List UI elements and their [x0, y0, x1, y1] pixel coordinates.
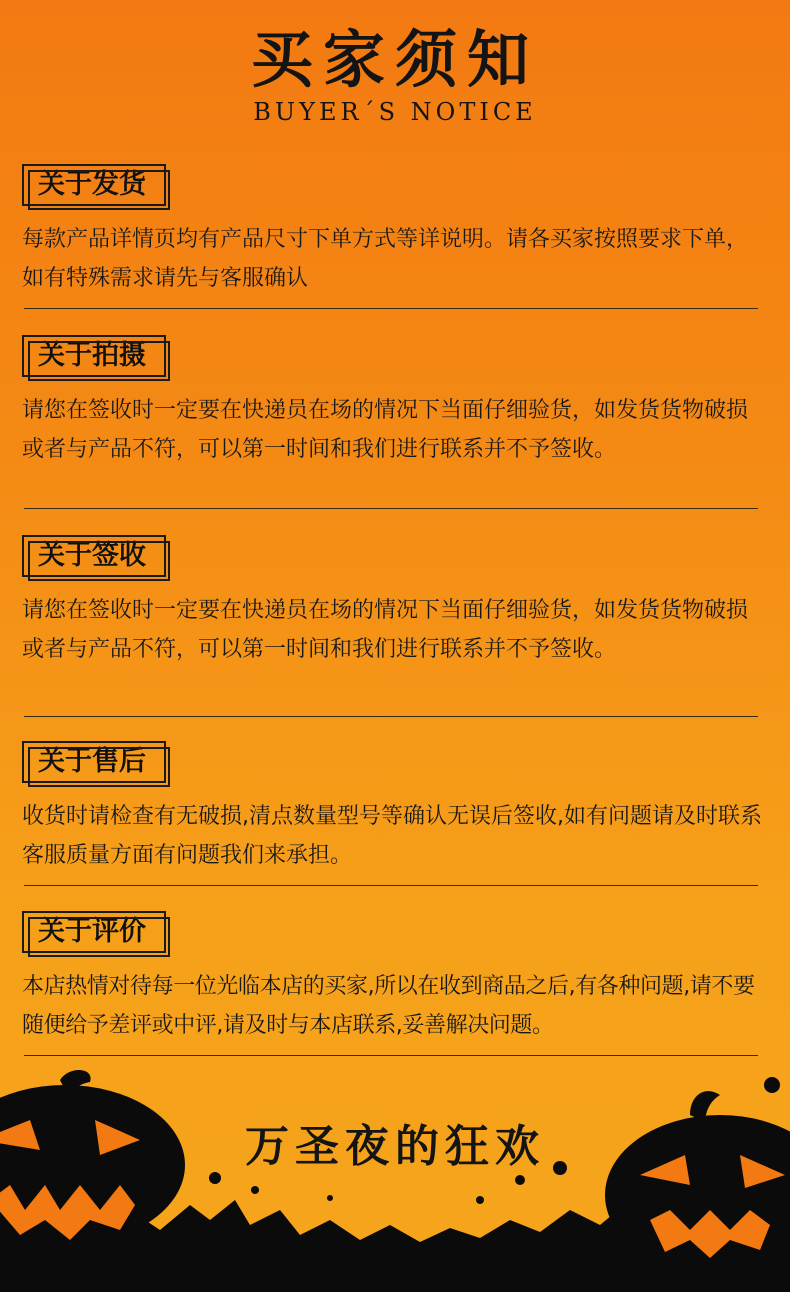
section-after-sales [22, 741, 762, 875]
section-photography [22, 335, 762, 469]
divider [24, 885, 758, 886]
splatter-dot [515, 1175, 525, 1185]
right-pumpkin-icon [605, 1077, 790, 1275]
section-heading: 关于评价 [22, 911, 166, 953]
section-text: 本店热情对待每一位光临本店的买家,所以在收到商品之后,有各种问题,请不要随便给予差评或中评,请及时与本店联系,妥善解决问题。 [22, 974, 755, 1038]
splatter-dot [476, 1196, 484, 1204]
section-heading: 关于签收 [22, 535, 166, 577]
divider [24, 508, 758, 509]
halloween-silhouette [0, 1060, 790, 1292]
section-shipping [22, 164, 762, 298]
section-heading: 关于拍摄 [22, 335, 166, 377]
page-title: 买家须知 [250, 23, 539, 96]
section-text: 请您在签收时一定要在快递员在场的情况下当面仔细验货，如发货货物破损或者与产品不符，可以第一时间和我们进行联系并不予签收。 [22, 598, 749, 662]
section-reviews [22, 911, 762, 1045]
section-text: 请您在签收时一定要在快递员在场的情况下当面仔细验货，如发货货物破损或者与产品不符，可以第一时间和我们进行联系并不予签收。 [22, 398, 749, 462]
page-subtitle: BUYER´S NOTICE [253, 98, 537, 126]
section-text: 每款产品详情页均有产品尺寸下单方式等详说明。请各买家按照要求下单，如有特殊需求请先与客服确认 [22, 227, 749, 291]
splatter-dot [327, 1195, 333, 1201]
splatter-dot [251, 1186, 259, 1194]
divider [24, 716, 758, 717]
section-signing [22, 535, 762, 669]
divider [24, 1055, 758, 1056]
section-text: 收货时请检查有无破损,清点数量型号等确认无误后签收,如有问题请及时联系客服质量方面有问题我们来承担。 [22, 804, 762, 868]
section-heading: 关于发货 [22, 164, 166, 206]
section-heading: 关于售后 [22, 741, 166, 783]
halloween-banner: 万圣夜的狂欢 [245, 1121, 545, 1172]
divider [24, 308, 758, 309]
